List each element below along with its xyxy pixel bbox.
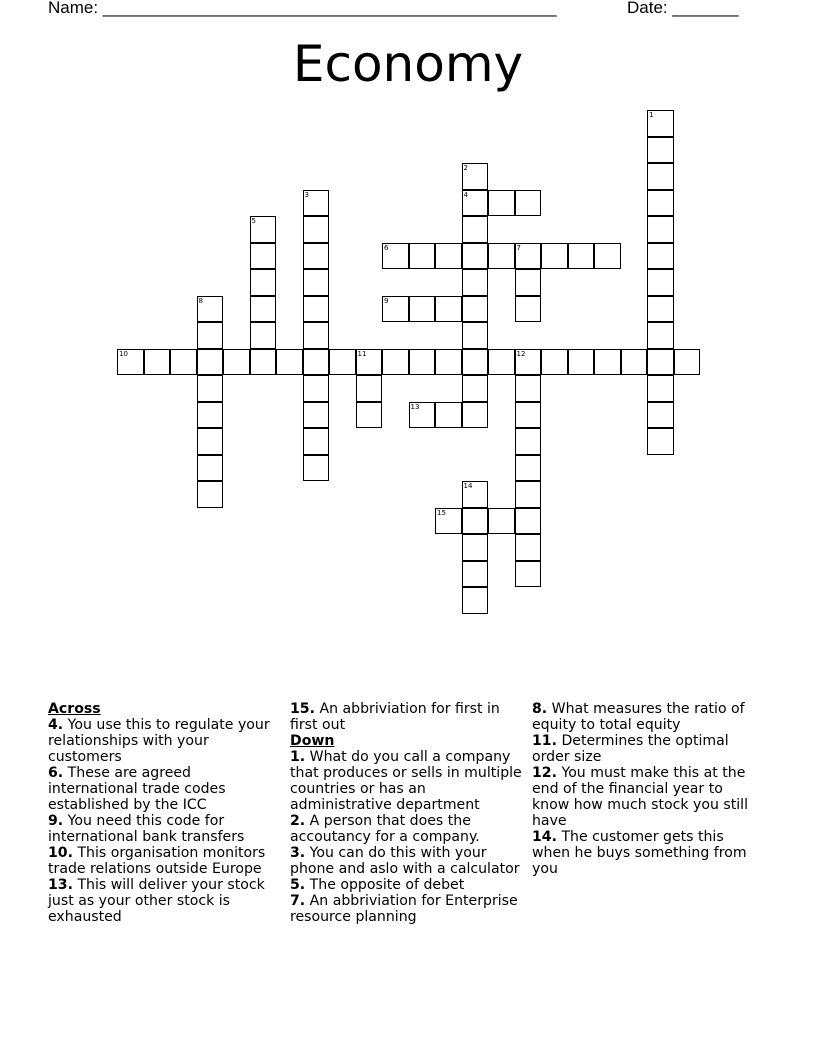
clue-number: 5 — [251, 217, 256, 225]
grid-cell[interactable] — [647, 296, 674, 323]
clue-across-15: 15. An abbriviation for first in first out — [290, 701, 500, 733]
grid-cell[interactable] — [197, 375, 224, 402]
grid-cell[interactable] — [382, 349, 409, 376]
clue-down-8: 8. What measures the ratio of equity to total equity — [532, 701, 745, 733]
grid-cell[interactable] — [250, 296, 277, 323]
clue-number: 12 — [516, 349, 526, 358]
clue-number: 6 — [384, 243, 389, 252]
grid-cell[interactable] — [647, 322, 674, 349]
clue-across-13: 13. This will deliver your stock just as your other stock is exhausted — [48, 877, 265, 925]
grid-cell[interactable] — [303, 243, 330, 270]
grid-cell[interactable] — [462, 402, 489, 429]
grid-cell[interactable] — [647, 216, 674, 243]
grid-cell[interactable] — [515, 428, 542, 455]
grid-cell[interactable] — [409, 296, 436, 323]
grid-cell[interactable] — [647, 349, 674, 376]
clues-column-3 — [532, 701, 764, 877]
clue-across-9: 9. You need this code for international bank transfers — [48, 813, 245, 845]
grid-cell[interactable] — [250, 349, 277, 376]
grid-cell[interactable] — [515, 402, 542, 429]
grid-cell[interactable] — [647, 402, 674, 429]
grid-cell[interactable] — [462, 349, 489, 376]
grid-cell[interactable] — [462, 243, 489, 270]
grid-cell[interactable] — [515, 508, 542, 535]
clue-number: 10 — [119, 349, 128, 358]
grid-cell[interactable] — [117, 349, 144, 376]
grid-cell[interactable] — [435, 296, 462, 323]
grid-cell[interactable] — [250, 216, 277, 243]
grid-cell[interactable] — [515, 481, 542, 508]
grid-cell[interactable] — [382, 296, 409, 323]
grid-cell[interactable] — [541, 349, 568, 376]
clue-number: 8 — [198, 296, 203, 305]
clue-number: 2 — [463, 164, 468, 172]
grid-cell[interactable] — [329, 349, 356, 376]
down-heading: Down — [290, 733, 335, 749]
grid-cell[interactable] — [594, 349, 621, 376]
clue-across-6: 6. These are agreed international trade codes established by the ICC — [48, 765, 226, 813]
grid-cell[interactable] — [594, 243, 621, 270]
grid-cell[interactable] — [276, 349, 303, 376]
clue-number: 4 — [463, 190, 468, 199]
grid-cell[interactable] — [303, 375, 330, 402]
grid-cell[interactable] — [462, 561, 489, 588]
clues-column-1 — [48, 701, 280, 925]
grid-cell[interactable] — [409, 243, 436, 270]
grid-cell[interactable] — [409, 349, 436, 376]
grid-cell[interactable] — [515, 269, 542, 296]
grid-cell[interactable] — [462, 587, 489, 614]
grid-cell[interactable] — [356, 349, 383, 376]
grid-cell[interactable] — [515, 243, 542, 270]
grid-cell[interactable] — [303, 428, 330, 455]
grid-cell[interactable] — [303, 269, 330, 296]
clue-number: 15 — [437, 508, 446, 517]
grid-cell[interactable] — [674, 349, 701, 376]
clue-down-11: 11. Determines the optimal order size — [532, 733, 729, 765]
grid-cell[interactable] — [462, 481, 489, 508]
clue-down-2: 2. A person that does the accoutancy for a company. — [290, 813, 480, 845]
clue-number: 7 — [516, 243, 521, 252]
grid-cell[interactable] — [462, 534, 489, 561]
grid-cell[interactable] — [382, 243, 409, 270]
grid-cell[interactable] — [462, 375, 489, 402]
grid-cell[interactable] — [250, 269, 277, 296]
grid-cell[interactable] — [621, 349, 648, 376]
grid-cell[interactable] — [647, 428, 674, 455]
grid-cell[interactable] — [647, 137, 674, 164]
grid-cell[interactable] — [435, 243, 462, 270]
grid-cell[interactable] — [197, 349, 224, 376]
grid-cell[interactable] — [356, 375, 383, 402]
grid-cell[interactable] — [409, 402, 436, 429]
grid-cell[interactable] — [303, 296, 330, 323]
grid-cell[interactable] — [303, 402, 330, 429]
date-field-label: Date: _______ — [627, 0, 739, 17]
grid-cell[interactable] — [515, 296, 542, 323]
grid-cell[interactable] — [488, 190, 515, 217]
grid-cell[interactable] — [303, 322, 330, 349]
grid-cell[interactable] — [197, 481, 224, 508]
clue-down-3: 3. You can do this with your phone and aslo with a calculator — [290, 845, 520, 877]
grid-cell[interactable] — [435, 402, 462, 429]
grid-cell[interactable] — [462, 269, 489, 296]
name-field-label: Name: ________________________________________________ — [48, 0, 557, 17]
grid-cell[interactable] — [647, 163, 674, 190]
grid-cell[interactable] — [462, 190, 489, 217]
clues-column-2 — [290, 701, 522, 925]
grid-cell[interactable] — [250, 243, 277, 270]
grid-cell[interactable] — [488, 243, 515, 270]
grid-cell[interactable] — [356, 402, 383, 429]
grid-cell[interactable] — [515, 349, 542, 376]
grid-cell[interactable] — [515, 455, 542, 482]
grid-cell[interactable] — [647, 243, 674, 270]
clue-down-5: 5. The opposite of debet — [290, 877, 465, 893]
grid-cell[interactable] — [197, 322, 224, 349]
clue-down-12: 12. You must make this at the end of the financial year to know how much stock you still have — [532, 765, 748, 829]
puzzle-title: Economy — [292, 35, 524, 93]
grid-cell[interactable] — [250, 322, 277, 349]
grid-cell[interactable] — [541, 243, 568, 270]
grid-cell[interactable] — [303, 455, 330, 482]
grid-cell[interactable] — [197, 402, 224, 429]
grid-cell[interactable] — [647, 375, 674, 402]
grid-cell[interactable] — [488, 508, 515, 535]
grid-cell[interactable] — [144, 349, 171, 376]
clue-number: 3 — [304, 190, 309, 199]
across-heading: Across — [48, 701, 101, 717]
grid-cell[interactable] — [462, 508, 489, 535]
grid-cell[interactable] — [462, 163, 489, 190]
grid-cell[interactable] — [568, 349, 595, 376]
grid-cell[interactable] — [462, 216, 489, 243]
grid-cell[interactable] — [462, 322, 489, 349]
clue-across-4: 4. You use this to regulate your relationships with your customers — [48, 717, 270, 765]
grid-cell[interactable] — [197, 455, 224, 482]
clue-number: 9 — [384, 296, 389, 305]
grid-cell[interactable] — [197, 296, 224, 323]
grid-cell[interactable] — [647, 269, 674, 296]
grid-cell[interactable] — [435, 349, 462, 376]
grid-cell[interactable] — [303, 190, 330, 217]
grid-cell[interactable] — [488, 349, 515, 376]
clue-number: 1 — [649, 111, 654, 119]
clue-number: 14 — [463, 482, 473, 490]
grid-cell[interactable] — [647, 190, 674, 217]
grid-cell[interactable] — [435, 508, 462, 535]
grid-cell[interactable] — [515, 534, 542, 561]
grid-cell[interactable] — [568, 243, 595, 270]
grid-cell[interactable] — [223, 349, 250, 376]
clue-down-1: 1. What do you call a company that produces or sells in multiple countries or has an administrative department — [290, 749, 522, 813]
grid-cell[interactable] — [515, 561, 542, 588]
grid-cell[interactable] — [197, 428, 224, 455]
clue-number: 13 — [410, 402, 420, 411]
grid-cell[interactable] — [303, 216, 330, 243]
grid-cell[interactable] — [515, 375, 542, 402]
grid-cell[interactable] — [170, 349, 197, 376]
clue-across-10: 10. This organisation monitors trade relations outside Europe — [48, 845, 266, 877]
grid-cell[interactable] — [303, 349, 330, 376]
grid-cell[interactable] — [647, 110, 674, 137]
clue-down-7: 7. An abbriviation for Enterprise resource planning — [290, 893, 518, 925]
clue-down-14: 14. The customer gets this when he buys something from you — [532, 829, 747, 877]
clue-number: 11 — [357, 349, 367, 358]
grid-cell[interactable] — [462, 296, 489, 323]
grid-cell[interactable] — [515, 190, 542, 217]
